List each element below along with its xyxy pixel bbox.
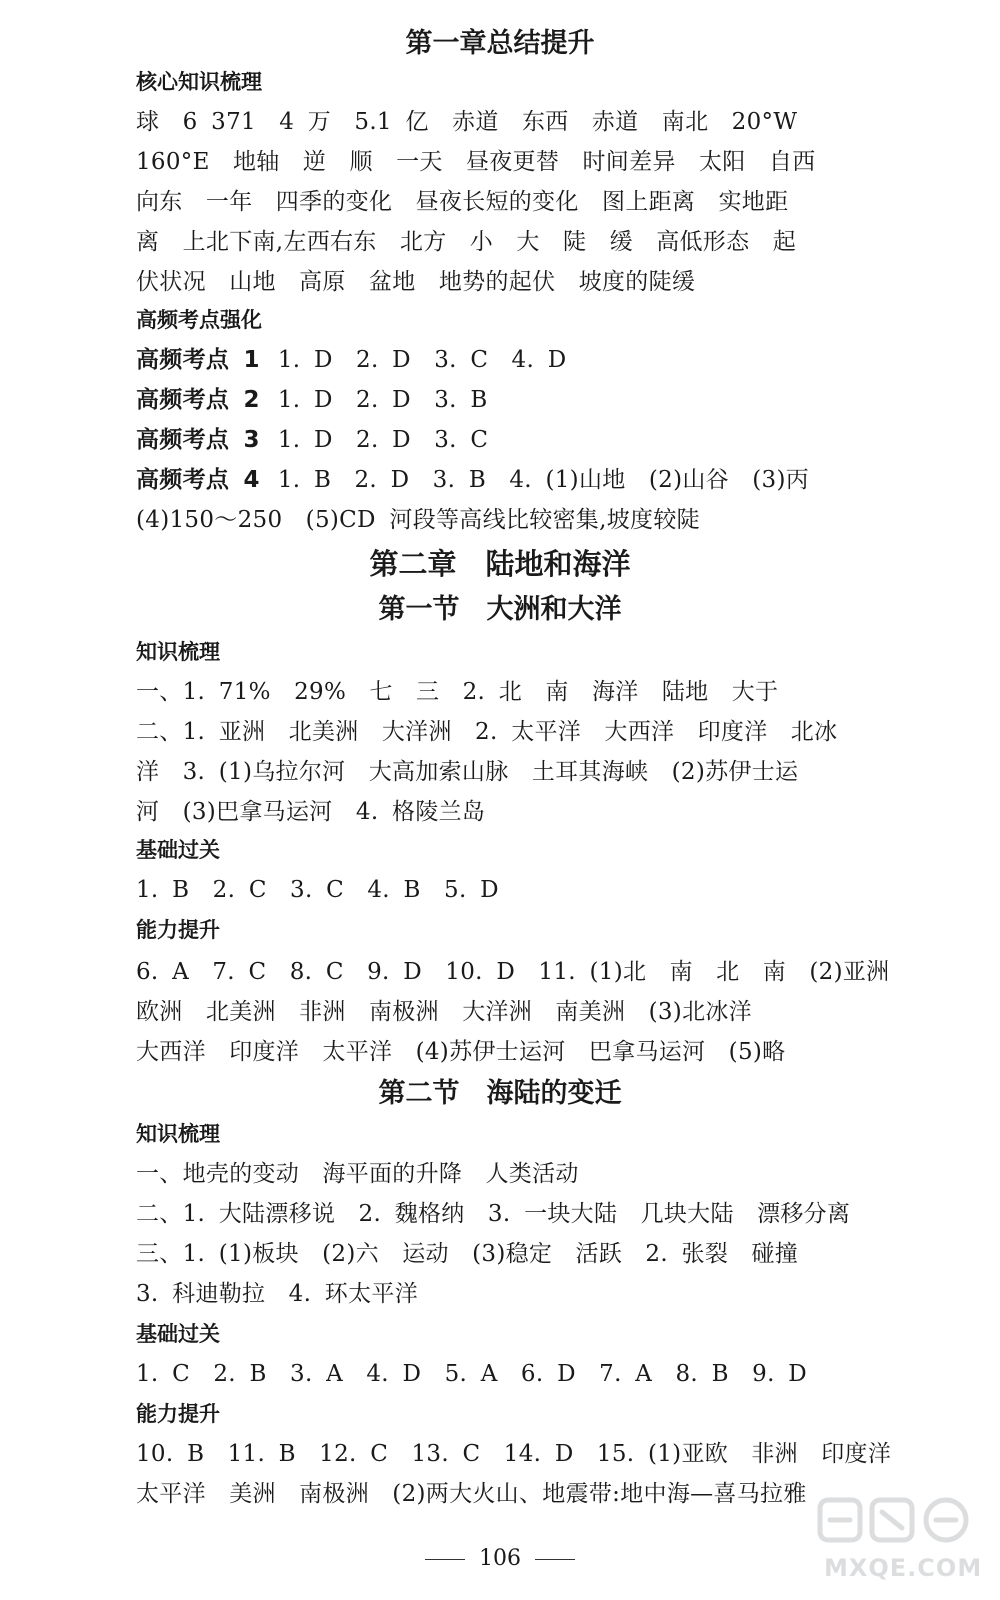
freq-item-answers: 1. D 2. D 3. B xyxy=(277,387,488,413)
freq-item-label: 高频考点 3 xyxy=(136,427,260,453)
freq-item-answers: 1. B 2. D 3. B 4. (1)山地 (2)山谷 (3)丙 xyxy=(277,467,810,493)
site-watermark xyxy=(800,1488,983,1588)
section1-title: 第一节 大洲和大洋 xyxy=(378,594,622,625)
s2-ability-line-2: 太平洋 美洲 南极洲 (2)两大火山、地震带:地中海—喜马拉雅 xyxy=(136,1481,807,1507)
watermark-text: MXQE.COM xyxy=(824,1554,983,1582)
s2-ability-heading: 能力提升 xyxy=(136,1402,220,1426)
s2-knowledge-line-3: 三、1. (1)板块 (2)六 运动 (3)稳定 活跃 2. 张裂 碰撞 xyxy=(136,1241,799,1267)
s1-ability-line-1: 6. A 7. C 8. C 9. D 10. D 11. (1)北 南 北 南 (2)亚洲 xyxy=(136,959,890,985)
s1-basic-heading: 基础过关 xyxy=(136,838,220,862)
chapter2-title: 第二章 陆地和海洋 xyxy=(369,547,631,581)
s1-ability-line-3: 大西洋 印度洋 太平洋 (4)苏伊士运河 巴拿马运河 (5)略 xyxy=(136,1039,786,1065)
page-number-dash-right xyxy=(535,1559,575,1560)
s1-knowledge-line-2: 二、1. 亚洲 北美洲 大洋洲 2. 太平洋 大西洋 印度洋 北冰 xyxy=(136,719,838,745)
freq-points-heading: 高频考点强化 xyxy=(136,308,262,332)
s1-ability-heading: 能力提升 xyxy=(136,918,220,942)
freq-item-label: 高频考点 4 xyxy=(136,467,260,493)
freq-item-2 xyxy=(136,380,986,420)
freq-item-answers: 1. D 2. D 3. C 4. D xyxy=(277,347,567,373)
s2-ability-line-1: 10. B 11. B 12. C 13. C 14. D 15. (1)亚欧 非洲 印度洋 xyxy=(136,1441,892,1467)
chapter1-summary-title: 第一章总结提升 xyxy=(405,28,595,59)
s2-knowledge-heading: 知识梳理 xyxy=(136,1122,220,1146)
freq-item-answers: 1. D 2. D 3. C xyxy=(277,427,489,453)
page-number-value: 106 xyxy=(479,1546,521,1571)
s2-basic-answers: 1. C 2. B 3. A 4. D 5. A 6. D 7. A 8. B 9. D xyxy=(136,1361,808,1387)
freq-item-4 xyxy=(136,460,986,500)
s1-basic-answers: 1. B 2. C 3. C 4. B 5. D xyxy=(136,877,499,903)
s2-basic-heading: 基础过关 xyxy=(136,1322,220,1346)
freq-item-3 xyxy=(136,420,986,460)
s1-knowledge-line-1: 一、1. 71% 29% 七 三 2. 北 南 海洋 陆地 大于 xyxy=(136,679,779,705)
s1-knowledge-line-3: 洋 3. (1)乌拉尔河 大高加索山脉 土耳其海峡 (2)苏伊士运 xyxy=(136,759,799,785)
freq-item-label: 高频考点 2 xyxy=(136,387,260,413)
core-line-1: 球 6 371 4 万 5.1 亿 赤道 东西 赤道 南北 20°W xyxy=(136,109,798,135)
core-line-4: 离 上北下南,左西右东 北方 小 大 陡 缓 高低形态 起 xyxy=(136,229,797,255)
s2-knowledge-line-1: 一、地壳的变动 海平面的升降 人类活动 xyxy=(136,1161,579,1187)
s1-ability-line-2: 欧洲 北美洲 非洲 南极洲 大洋洲 南美洲 (3)北冰洋 xyxy=(136,999,752,1025)
core-knowledge-heading: 核心知识梳理 xyxy=(136,70,262,94)
freq-item-label: 高频考点 1 xyxy=(136,347,260,373)
freq-item-1 xyxy=(136,340,986,380)
section2-title: 第二节 海陆的变迁 xyxy=(378,1078,622,1109)
core-line-2: 160°E 地轴 逆 顺 一天 昼夜更替 时间差异 太阳 自西 xyxy=(136,149,816,175)
page-number-dash-left xyxy=(425,1559,465,1560)
s1-knowledge-line-4: 河 (3)巴拿马运河 4. 格陵兰岛 xyxy=(136,799,486,825)
s2-knowledge-line-4: 3. 科迪勒拉 4. 环太平洋 xyxy=(136,1281,419,1307)
core-line-5: 伏状况 山地 高原 盆地 地势的起伏 坡度的陡缓 xyxy=(136,269,696,295)
core-line-3: 向东 一年 四季的变化 昼夜长短的变化 图上距离 实地距 xyxy=(136,189,789,215)
s1-knowledge-heading: 知识梳理 xyxy=(136,640,220,664)
s2-knowledge-line-2: 二、1. 大陆漂移说 2. 魏格纳 3. 一块大陆 几块大陆 漂移分离 xyxy=(136,1201,851,1227)
freq-continuation: (4)150～250 (5)CD 河段等高线比较密集,坡度较陡 xyxy=(136,507,700,533)
watermark-logo-icon xyxy=(800,1488,980,1558)
